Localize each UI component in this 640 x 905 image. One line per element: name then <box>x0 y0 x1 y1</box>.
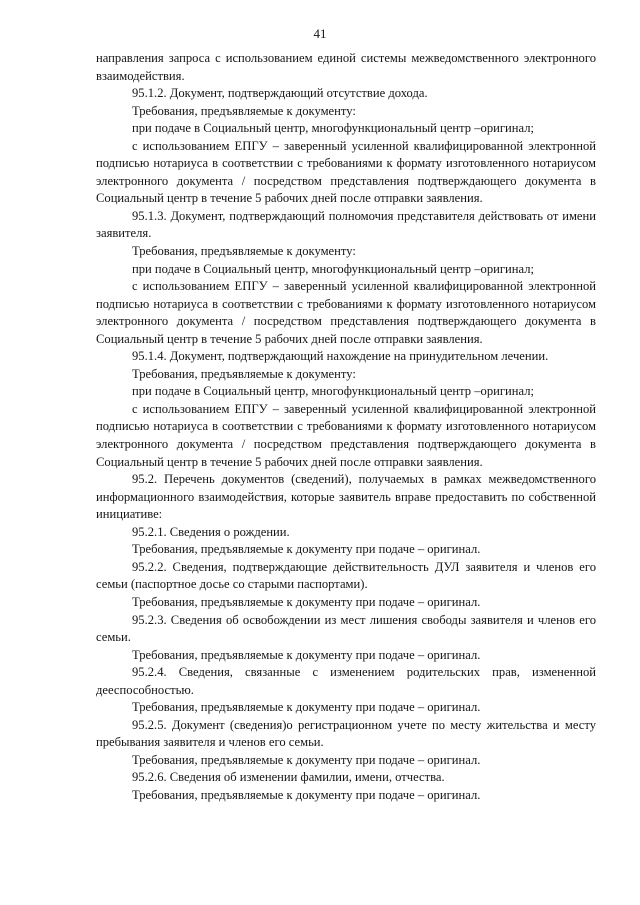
paragraph: 95.1.2. Документ, подтверждающий отсутствие дохода. <box>132 86 428 101</box>
paragraph: 95.1.4. Документ, подтверждающий нахождение на принудительном лечении. <box>132 349 549 364</box>
paragraph: с использованием ЕПГУ – заверенный усиленной квалифицированной электронной подписью нотариуса в соответствии с требованиями к формату изготовленного нотариусом электронного документа / посредством представления подтверждающего документа в Социальный центр в течение 5 рабочих дней после отправки заявления. <box>96 279 596 346</box>
paragraph: 95.2.3. Сведения об освобождении из мест лишения свободы заявителя и членов его семьи. <box>96 612 596 645</box>
page-number: 41 <box>313 26 327 41</box>
paragraph: при подаче в Социальный центр, многофункциональный центр –оригинал; <box>132 384 534 399</box>
paragraph: 95.2.4. Сведения, связанные с изменением родительских прав, измененной дееспособностью. <box>96 665 596 697</box>
paragraph: 95.2.5. Документ (сведения)о регистрационном учете по месту жительства и месту пребывания заявителя и членов его семьи. <box>96 717 596 750</box>
paragraph: 95.2.6. Сведения об изменении фамилии, имени, отчества. <box>132 770 445 785</box>
paragraph: Требования, предъявляемые к документу: <box>132 366 356 381</box>
paragraph: Требования, предъявляемые к документу при подаче – оригинал. <box>132 752 481 767</box>
paragraph: Требования, предъявляемые к документу: <box>132 103 356 118</box>
paragraph: 95.1.3. Документ, подтверждающий полномочия представителя действовать от имени заявителя. <box>96 208 596 241</box>
paragraph: 95.2.2. Сведения, подтверждающие действительность ДУЛ заявителя и членов его семьи (паспортное досье со старыми паспортами). <box>96 559 596 592</box>
paragraph: при подаче в Социальный центр, многофункциональный центр –оригинал; <box>132 261 534 276</box>
paragraph: при подаче в Социальный центр, многофункциональный центр –оригинал; <box>132 121 534 136</box>
document-body <box>96 50 596 805</box>
paragraph: Требования, предъявляемые к документу при подаче – оригинал. <box>132 594 481 609</box>
paragraph: с использованием ЕПГУ – заверенный усиленной квалифицированной электронной подписью нотариуса в соответствии с требованиями к формату изготовленного нотариусом электронного документа / посредством представления подтверждающего документа в Социальный центр в течение 5 рабочих дней после отправки заявления. <box>96 401 596 469</box>
paragraph: с использованием ЕПГУ – заверенный усиленной квалифицированной электронной подписью нотариуса в соответствии с требованиями к формату изготовленного нотариусом электронного документа / посредством представления подтверждающего документа в Социальный центр в течение 5 рабочих дней после отправки заявления. <box>96 138 596 206</box>
paragraph: Требования, предъявляемые к документу при подаче – оригинал. <box>132 787 481 802</box>
paragraph: Требования, предъявляемые к документу при подаче – оригинал. <box>132 700 481 715</box>
paragraph: Требования, предъявляемые к документу при подаче – оригинал. <box>132 647 481 662</box>
paragraph: 95.2.1. Сведения о рождении. <box>132 524 290 539</box>
paragraph: Требования, предъявляемые к документу при подаче – оригинал. <box>132 542 481 557</box>
paragraph: Требования, предъявляемые к документу: <box>132 244 356 259</box>
paragraph: направления запроса с использованием единой системы межведомственного электронного взаимодействия. <box>96 51 596 83</box>
paragraph: 95.2. Перечень документов (сведений), получаемых в рамках межведомственного информационного взаимодействия, которые заявитель вправе предоставить по собственной инициативе: <box>96 472 596 522</box>
